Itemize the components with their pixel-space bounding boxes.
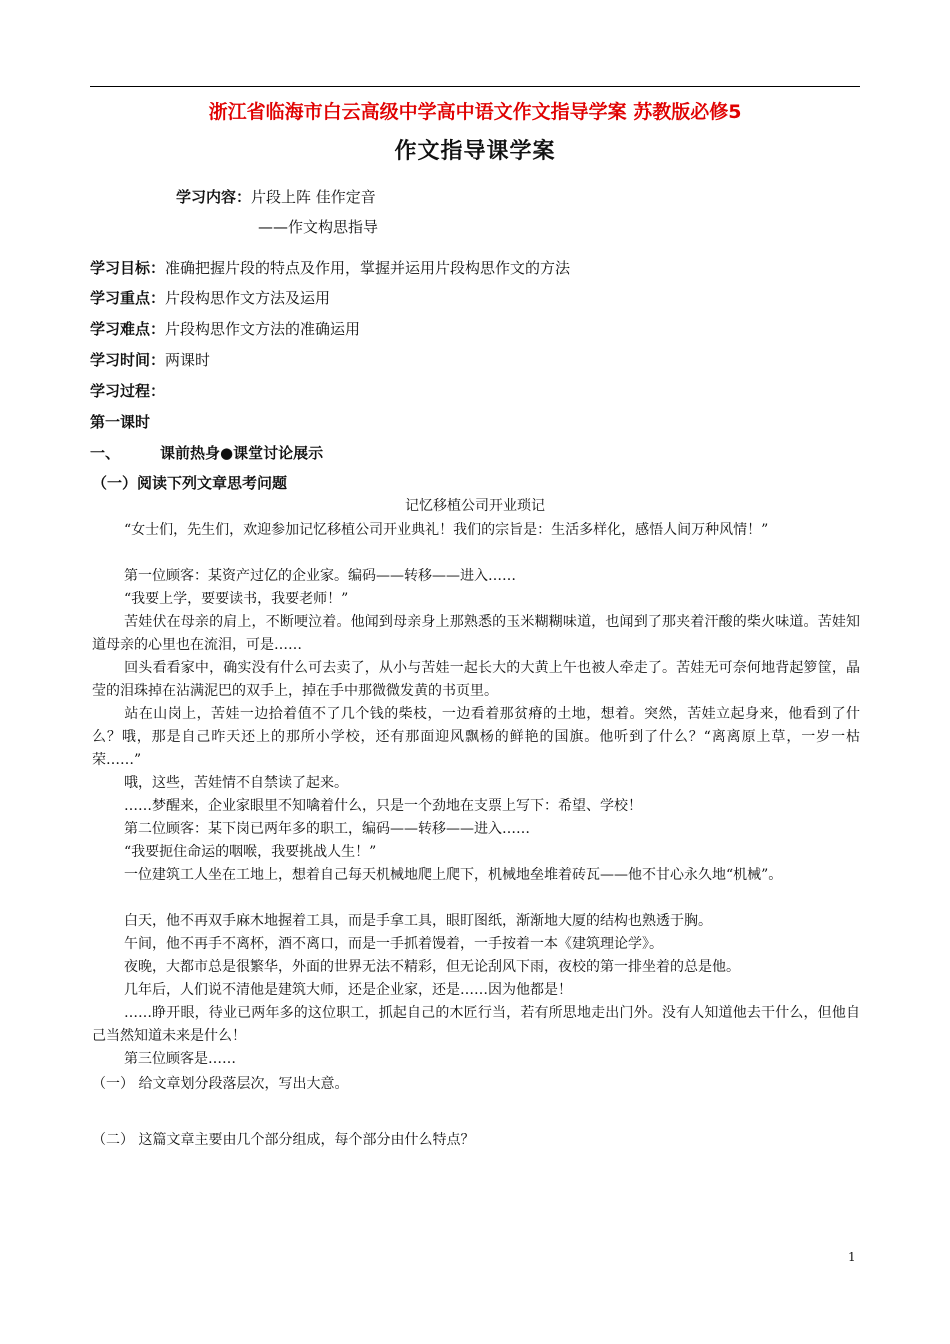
article-paragraph: ……睁开眼，待业已两年多的这位职工，抓起自己的木匠行当，若有所思地走出门外。没有人知道他去干什么，但他自己当然知道未来是什么！ bbox=[92, 1005, 860, 1044]
article-paragraph: “我要上学，要要读书，我要老师！” bbox=[124, 591, 349, 607]
subsection-heading: （一）阅读下列文章思考问题 bbox=[92, 474, 288, 492]
question-2: （二） 这篇文章主要由几个部分组成，每个部分由什么特点？ bbox=[92, 1132, 475, 1148]
info-row-time bbox=[90, 350, 210, 370]
article-paragraph: 一位建筑工人坐在工地上，想着自己每天机械地爬上爬下，机械地垒堆着砖瓦——他不甘心永久地“机械”。 bbox=[124, 867, 783, 883]
section-text: 课前热身●课堂讨论展示 bbox=[160, 444, 324, 462]
learning-content-subtitle: ——作文构思指导 bbox=[258, 218, 379, 236]
info-value: 片段构思作文方法的准确运用 bbox=[165, 320, 361, 338]
info-label: 学习重点： bbox=[90, 289, 166, 307]
article-paragraph: “女士们，先生们，欢迎参加记忆移植公司开业典礼！我们的宗旨是：生活多样化，感悟人间万种风情！” bbox=[124, 522, 769, 538]
lesson-heading: 第一课时 bbox=[90, 413, 151, 431]
article-paragraph: 苦娃伏在母亲的肩上，不断哽泣着。他闻到母亲身上那熟悉的玉米糊糊味道，也闻到了那夹着汗酸的柴火味道。苦娃知道母亲的心里也在流泪，可是…… bbox=[92, 614, 860, 653]
article-paragraph: 哦，这些，苦娃情不自禁读了起来。 bbox=[124, 775, 348, 791]
info-value: 两课时 bbox=[165, 351, 211, 369]
info-row-difficulty bbox=[90, 319, 360, 339]
info-label: 学习目标： bbox=[90, 259, 166, 277]
article-paragraph: 第三位顾客是…… bbox=[124, 1051, 236, 1067]
question-1: （一） 给文章划分段落层次，写出大意。 bbox=[92, 1076, 349, 1092]
info-label: 学习时间： bbox=[90, 351, 166, 369]
info-value: 片段构思作文方法及运用 bbox=[165, 289, 331, 307]
article-paragraph: 第二位顾客：某下岗已两年多的职工，编码——转移——进入…… bbox=[124, 821, 530, 837]
info-row-focus bbox=[90, 288, 330, 308]
article-paragraph: 几年后，人们说不清他是建筑大师，还是企业家，还是……因为他都是！ bbox=[124, 982, 572, 998]
info-label: 学习过程： bbox=[90, 382, 166, 400]
article-paragraph: 夜晚，大都市总是很繁华，外面的世界无法不精彩，但无论刮风下雨，夜校的第一排坐着的总是他。 bbox=[124, 959, 740, 975]
article-title: 记忆移植公司开业琐记 bbox=[405, 498, 545, 514]
page-number: 1 bbox=[848, 1250, 856, 1264]
article-paragraph: 午间，他不再手不离杯，酒不离口，而是一手抓着馒着，一手按着一本《建筑理论学》。 bbox=[124, 936, 663, 952]
article-paragraph: ……梦醒来，企业家眼里不知噙着什么，只是一个劲地在支票上写下：希望、学校！ bbox=[124, 798, 642, 814]
article-paragraph: 第一位顾客：某资产过亿的企业家。编码——转移——进入…… bbox=[124, 568, 516, 584]
learning-content-value: 片段上阵 佳作定音 bbox=[251, 188, 376, 206]
section-number: 一、 bbox=[90, 444, 121, 462]
article-paragraph: 白天，他不再双手麻木地握着工具，而是手拿工具，眼盯图纸，渐渐地大厦的结构也熟透于胸。 bbox=[124, 913, 712, 929]
learning-content bbox=[176, 187, 376, 207]
article-paragraph: 回头看看家中，确实没有什么可去卖了，从小与苦娃一起长大的大黄上午也被人牵走了。苦娃无可奈何地背起箩筐，晶莹的泪珠掉在沾满泥巴的双手上，掉在手中那微微发黄的书页里。 bbox=[92, 660, 860, 699]
header-rule bbox=[90, 86, 860, 87]
info-row-process bbox=[90, 381, 165, 401]
info-row-goal bbox=[90, 258, 570, 278]
info-label: 学习难点： bbox=[90, 320, 166, 338]
page-title: 作文指导课学案 bbox=[394, 139, 556, 164]
article-paragraph: “我要扼住命运的咽喉，我要挑战人生！” bbox=[124, 844, 377, 860]
document-title: 浙江省临海市白云高级中学高中语文作文指导学案 苏教版必修5 bbox=[208, 101, 742, 123]
article-paragraph: 站在山岗上，苦娃一边拾着值不了几个钱的柴枝，一边看着那贫瘠的土地，想着。突然，苦娃立起身来，他看到了什么？哦，那是自己昨天还上的那所小学校，还有那面迎风飘杨的鲜艳的国旗。他听到了什么？“离离原上草，一岁一枯荣……” bbox=[92, 706, 860, 768]
learning-content-label: 学习内容： bbox=[176, 188, 252, 206]
info-value: 准确把握片段的特点及作用，掌握并运用片段构思作文的方法 bbox=[165, 259, 571, 277]
